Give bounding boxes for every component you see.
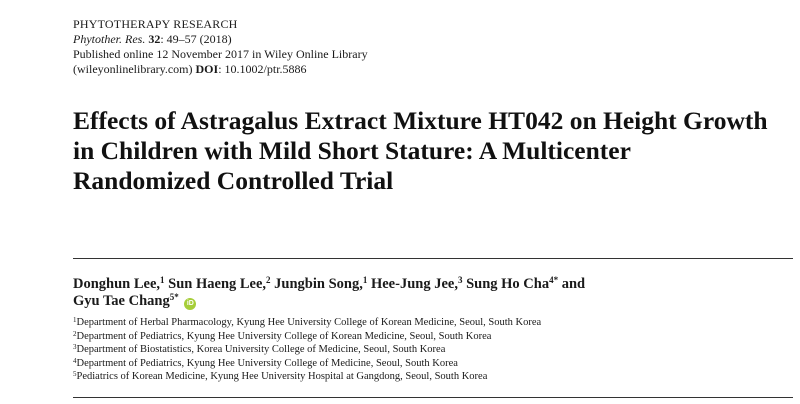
affiliation-text: Pediatrics of Korean Medicine, Kyung Hee University Hospital at Gangdong, Seoul, South Korea: [76, 371, 488, 382]
affiliation-number: 1: [73, 316, 77, 324]
orcid-icon[interactable]: iD: [184, 298, 196, 310]
affiliation-item: [73, 330, 541, 344]
journal-volume: 32: [148, 32, 161, 46]
publication-info: Published online 12 November 2017 in Wiley Online Library: [73, 47, 368, 61]
top-divider: [73, 258, 793, 259]
author-affil-sup: 1: [362, 275, 368, 285]
affiliation-number: 4: [73, 356, 77, 365]
author-name[interactable]: Sung Ho Cha: [466, 276, 550, 292]
author-affil-sup: 1: [160, 275, 165, 285]
affiliation-text: Department of Biostatistics, Korea University College of Medicine, Seoul, South Korea: [76, 344, 446, 355]
affiliation-text: Department of Pediatrics, Kyung Hee University College of Korean Medicine, Seoul, South Korea: [76, 330, 492, 342]
affiliation-number: 2: [73, 329, 77, 338]
journal-header: [73, 17, 368, 77]
journal-citation: [73, 32, 368, 47]
author-name[interactable]: Donghun Lee,: [73, 276, 161, 292]
affiliation-number: 3: [73, 343, 77, 351]
author-name[interactable]: Jungbin Song,: [274, 276, 363, 292]
bottom-divider: [73, 397, 793, 398]
author-conjunction: and: [561, 276, 586, 292]
affiliation-number: 5: [73, 370, 77, 378]
affiliation-item: [73, 343, 541, 357]
author-name[interactable]: Gyu Tae Chang: [73, 293, 170, 309]
author-name[interactable]: Sun Haeng Lee,: [168, 276, 267, 292]
affiliation-item: [73, 357, 541, 371]
author-affil-sup: 2: [266, 275, 271, 285]
journal-pages: : 49–57 (2018): [160, 32, 232, 46]
author-affil-sup: 5*: [169, 292, 179, 302]
journal-abbrev: Phytother. Res.: [73, 32, 146, 46]
article-title: Effects of Astragalus Extract Mixture HT042 on Height Growth in Children with Mild Short Stature: A Multicenter Randomized Controlled Trial: [73, 106, 768, 195]
affiliation-item: [73, 316, 541, 330]
journal-name: PHYTOTHERAPY RESEARCH: [73, 17, 238, 31]
author-affil-sup: 3: [457, 275, 463, 285]
doi-label: DOI: [195, 62, 219, 76]
author-name[interactable]: Hee-Jung Jee,: [370, 276, 458, 292]
affiliation-item: [73, 370, 541, 384]
affiliation-text: Department of Herbal Pharmacology, Kyung Hee University College of Korean Medicine, Seoul, South Korea: [76, 317, 542, 328]
affiliation-list: [73, 316, 541, 384]
affiliation-text: Department of Pediatrics, Kyung Hee University College of Medicine, Seoul, South Korea: [76, 357, 458, 369]
author-list: [73, 276, 773, 310]
doi-value[interactable]: : 10.1002/ptr.5886: [218, 62, 307, 76]
journal-site: (wileyonlinelibrary.com): [73, 62, 193, 76]
doi-line: [73, 62, 368, 77]
author-affil-sup: 4*: [549, 275, 559, 285]
